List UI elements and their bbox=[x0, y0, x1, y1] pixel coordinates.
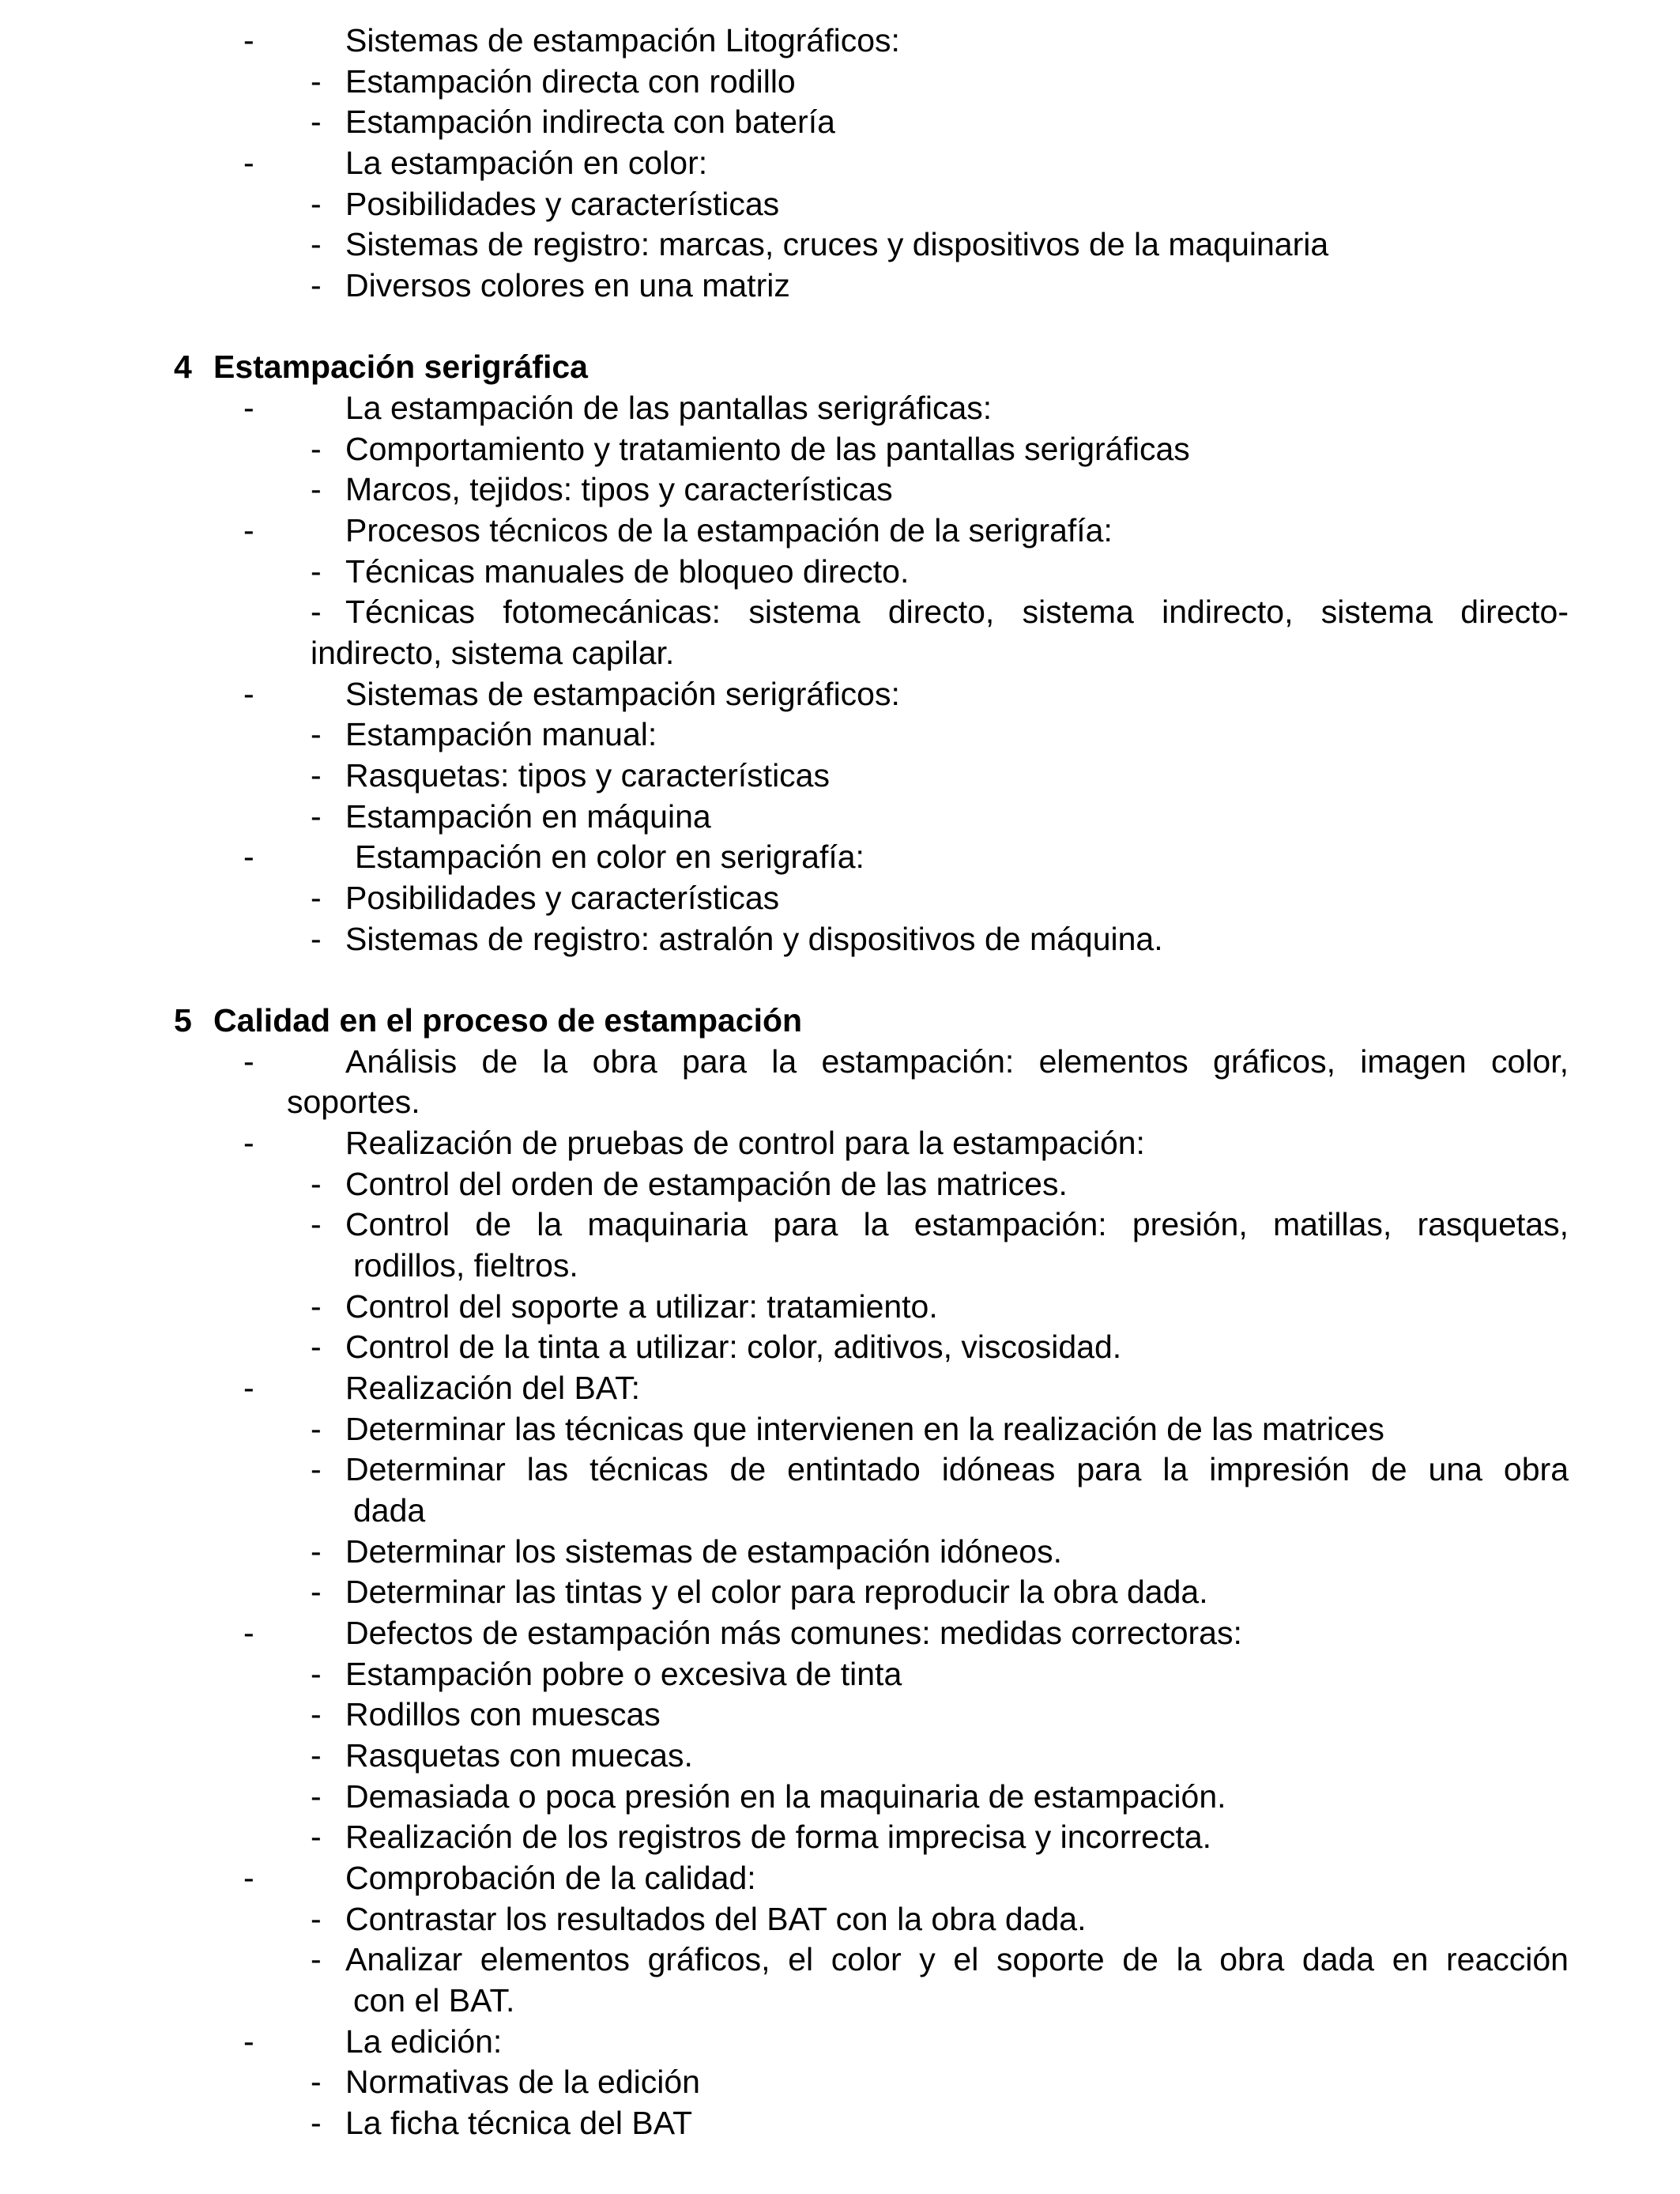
list-marker: - bbox=[311, 1656, 322, 1692]
list-marker: - bbox=[311, 1533, 322, 1570]
list-marker: - bbox=[243, 1125, 254, 1161]
list-marker: - bbox=[243, 22, 254, 58]
list-marker: - bbox=[311, 1166, 322, 1202]
list-item: Determinar los sistemas de estampación idóneos. bbox=[345, 1533, 1062, 1570]
list-item: Rasquetas con muecas. bbox=[345, 1737, 693, 1774]
list-item: La ficha técnica del BAT bbox=[345, 2105, 693, 2141]
list-marker: - bbox=[311, 1329, 322, 1365]
list-marker: - bbox=[243, 512, 254, 548]
list-item: Estampación en color en serigrafía: bbox=[355, 839, 864, 875]
list-item: Demasiada o poca presión en la maquinaria de estampación. bbox=[345, 1778, 1226, 1815]
list-item-continuation: soportes. bbox=[287, 1084, 420, 1120]
list-marker: - bbox=[311, 104, 322, 140]
list-marker: - bbox=[311, 553, 322, 590]
list-marker: - bbox=[311, 63, 322, 100]
list-marker: - bbox=[243, 145, 254, 181]
list-marker: - bbox=[311, 2105, 322, 2141]
list-item: Técnicas manuales de bloqueo directo. bbox=[345, 553, 910, 590]
list-item: La estampación en color: bbox=[345, 145, 708, 181]
list-item: Control de la maquinaria para la estampación: presión, matillas, rasquetas, bbox=[345, 1206, 1569, 1242]
list-marker: - bbox=[311, 716, 322, 752]
list-marker: - bbox=[243, 1043, 254, 1080]
list-marker: - bbox=[243, 2023, 254, 2060]
list-item: Comportamiento y tratamiento de las pantallas serigráficas bbox=[345, 431, 1190, 467]
list-marker: - bbox=[311, 226, 322, 262]
list-marker: - bbox=[311, 921, 322, 957]
list-marker: - bbox=[311, 1451, 322, 1487]
list-item: Estampación manual: bbox=[345, 716, 657, 752]
list-item: Realización del BAT: bbox=[345, 1370, 640, 1406]
list-item: Estampación en máquina bbox=[345, 798, 711, 835]
list-item: Marcos, tejidos: tipos y características bbox=[345, 471, 893, 507]
list-item: Sistemas de estampación serigráficos: bbox=[345, 676, 900, 712]
list-marker: - bbox=[311, 1778, 322, 1815]
section-number: 5 bbox=[174, 1002, 192, 1039]
list-item: Contrastar los resultados del BAT con la obra dada. bbox=[345, 1901, 1087, 1937]
list-marker: - bbox=[243, 1860, 254, 1896]
list-item: Posibilidades y características bbox=[345, 186, 780, 222]
list-marker: - bbox=[243, 839, 254, 875]
list-marker: - bbox=[311, 267, 322, 303]
list-item-continuation: indirecto, sistema capilar. bbox=[311, 635, 675, 671]
list-item-continuation: dada bbox=[353, 1492, 426, 1529]
list-marker: - bbox=[311, 471, 322, 507]
list-item: Control de la tinta a utilizar: color, aditivos, viscosidad. bbox=[345, 1329, 1122, 1365]
list-item-continuation: rodillos, fieltros. bbox=[353, 1247, 578, 1284]
list-item: La edición: bbox=[345, 2023, 503, 2060]
section-heading: Estampación serigráfica bbox=[213, 349, 588, 385]
section-number: 4 bbox=[174, 349, 192, 385]
list-marker: - bbox=[311, 1574, 322, 1610]
list-item: Control del orden de estampación de las matrices. bbox=[345, 1166, 1068, 1202]
list-item: Comprobación de la calidad: bbox=[345, 1860, 756, 1896]
list-item: Estampación pobre o excesiva de tinta bbox=[345, 1656, 902, 1692]
list-item: Estampación directa con rodillo bbox=[345, 63, 796, 100]
list-item: Analizar elementos gráficos, el color y el soporte de la obra dada en reacción bbox=[345, 1941, 1569, 1977]
list-item: Diversos colores en una matriz bbox=[345, 267, 790, 303]
list-marker: - bbox=[311, 431, 322, 467]
list-item: Estampación indirecta con batería bbox=[345, 104, 835, 140]
list-marker: - bbox=[311, 1901, 322, 1937]
list-item: Rodillos con muescas bbox=[345, 1696, 661, 1732]
list-item: Determinar las tintas y el color para reproducir la obra dada. bbox=[345, 1574, 1208, 1610]
list-item: Sistemas de registro: marcas, cruces y dispositivos de la maquinaria bbox=[345, 226, 1329, 262]
list-marker: - bbox=[311, 757, 322, 794]
list-marker: - bbox=[311, 798, 322, 835]
list-item: Realización de los registros de forma imprecisa y incorrecta. bbox=[345, 1819, 1212, 1855]
list-marker: - bbox=[243, 676, 254, 712]
list-marker: - bbox=[311, 880, 322, 916]
list-item: Análisis de la obra para la estampación: elementos gráficos, imagen color, bbox=[345, 1043, 1569, 1080]
list-marker: - bbox=[243, 390, 254, 426]
list-item: Normativas de la edición bbox=[345, 2064, 700, 2100]
list-marker: - bbox=[311, 1411, 322, 1447]
list-marker: - bbox=[311, 2064, 322, 2100]
list-item-continuation: con el BAT. bbox=[353, 1982, 515, 2019]
section-heading: Calidad en el proceso de estampación bbox=[213, 1002, 803, 1039]
list-item: Defectos de estampación más comunes: medidas correctoras: bbox=[345, 1615, 1242, 1651]
list-marker: - bbox=[311, 1288, 322, 1325]
list-item: Posibilidades y características bbox=[345, 880, 780, 916]
list-item: Control del soporte a utilizar: tratamiento. bbox=[345, 1288, 938, 1325]
list-item: Técnicas fotomecánicas: sistema directo, sistema indirecto, sistema directo- bbox=[345, 594, 1569, 630]
list-marker: - bbox=[311, 1737, 322, 1774]
list-item: Sistemas de estampación Litográficos: bbox=[345, 22, 900, 58]
list-item: Realización de pruebas de control para la estampación: bbox=[345, 1125, 1145, 1161]
list-item: Determinar las técnicas que intervienen en la realización de las matrices bbox=[345, 1411, 1384, 1447]
list-marker: - bbox=[311, 1819, 322, 1855]
list-marker: - bbox=[311, 186, 322, 222]
list-marker: - bbox=[243, 1615, 254, 1651]
list-item: Determinar las técnicas de entintado idóneas para la impresión de una obra bbox=[345, 1451, 1569, 1487]
list-item: La estampación de las pantallas serigráficas: bbox=[345, 390, 993, 426]
list-marker: - bbox=[243, 1370, 254, 1406]
list-marker: - bbox=[311, 1206, 322, 1242]
list-marker: - bbox=[311, 1941, 322, 1977]
list-item: Rasquetas: tipos y características bbox=[345, 757, 830, 794]
list-item: Procesos técnicos de la estampación de la serigrafía: bbox=[345, 512, 1113, 548]
list-marker: - bbox=[311, 1696, 322, 1732]
list-item: Sistemas de registro: astralón y dispositivos de máquina. bbox=[345, 921, 1163, 957]
list-marker: - bbox=[311, 594, 322, 630]
